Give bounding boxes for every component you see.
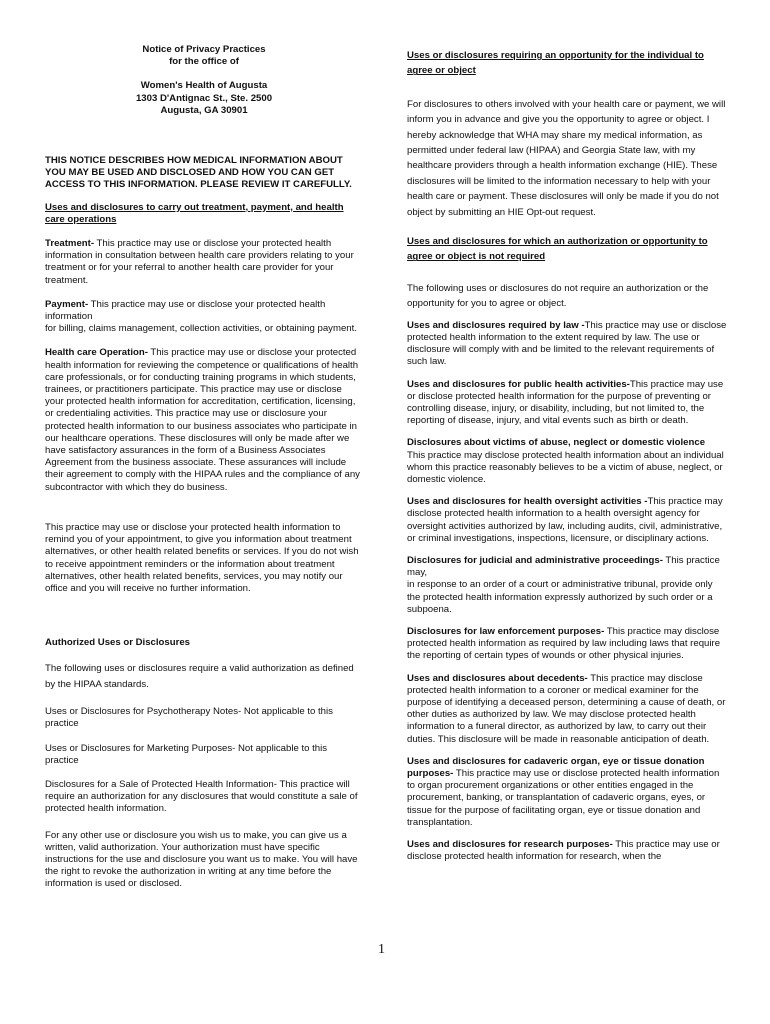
payment-paragraph <box>45 299 363 323</box>
judicial-label: Disclosures for judicial and administrative proceedings- <box>407 554 663 566</box>
document-header <box>45 44 363 117</box>
judicial-text-2: in response to an order of a court or administrative tribunal, provide only the protected health information expressly authorized by such order or a subpoena. <box>407 579 713 615</box>
payment-text-1: This practice may use or disclose your protected health information <box>45 298 326 323</box>
section-heading-tpo: Uses and disclosures to carry out treatment, payment, and health care operations <box>45 201 344 225</box>
law-enforcement-label: Disclosures for law enforcement purposes- <box>407 625 605 637</box>
required-by-law-paragraph <box>407 320 727 369</box>
organ-donation-paragraph <box>407 756 727 829</box>
public-health-paragraph <box>407 379 727 428</box>
oversight-label: Uses and disclosures for health oversight activities - <box>407 496 648 508</box>
research-text: This practice may use or disclose protected health information for research, when the <box>407 839 720 863</box>
treatment-paragraph <box>45 238 363 287</box>
page-number: 1 <box>378 942 385 957</box>
judicial-text-1: This practice may, <box>407 554 720 579</box>
decedents-paragraph <box>407 673 727 746</box>
sale-paragraph: Disclosures for a Sale of Protected Health Information- This practice will require an authorization for any disclosures that would constitute a sale of protected health information. <box>45 778 358 815</box>
section-heading-no-authorization: Uses and disclosures for which an authorization or opportunity to agree or object is not required <box>407 236 708 263</box>
required-by-law-label: Uses and disclosures required by law - <box>407 319 585 331</box>
right-column <box>407 48 727 863</box>
abuse-paragraph <box>407 437 727 486</box>
treatment-label: Treatment- <box>45 238 95 250</box>
header-title: Notice of Privacy Practices <box>142 44 266 55</box>
oversight-paragraph <box>407 496 727 545</box>
law-enforcement-paragraph <box>407 626 727 663</box>
decedents-label: Uses and disclosures about decedents- <box>407 672 588 684</box>
decedents-text: This practice may disclose protected health information to a coroner or medical examiner for the purpose of identifying a deceased person, determining a cause of death, or other duties as authorized by law. We may disclose protected health information to a funeral director, as authorized by law, to carry out their duties. This disclosure will be made in reasonable anticipation of death. <box>407 672 726 745</box>
research-paragraph <box>407 839 727 863</box>
practice-address-line2: Augusta, GA 30901 <box>160 104 248 116</box>
section-heading-authorized: Authorized Uses or Disclosures <box>45 637 191 649</box>
oversight-text: This practice may disclose protected health information to a health oversight agency for oversight activities authorized by law, including audits, civil, administrative, or criminal investigations, inspections, licensure, or disciplinary actions. <box>407 496 723 544</box>
hco-paragraph <box>45 347 363 493</box>
header-subtitle: for the office of <box>169 56 239 68</box>
payment-text-2: for billing, claims management, collection activities, or obtaining payment. <box>45 323 357 335</box>
organ-donation-text: This practice may use or disclose protected health information to organ procurement organizations or other entities engaged in the procurement, banking, or transplantation of cadaveric organs, eyes, or tissue for the purpose of facilitating organ, eye or tissue donation and transplantation. <box>407 767 720 828</box>
section-heading-opportunity: Uses or disclosures requiring an opportunity for the individual to agree or object <box>407 50 704 77</box>
judicial-paragraph <box>407 555 727 579</box>
authorized-intro: The following uses or disclosures require a valid authorization as defined by the HIPAA standards. <box>45 663 354 690</box>
research-label: Uses and disclosures for research purposes- <box>407 839 613 850</box>
organ-donation-label: Uses and disclosures for cadaveric organ, eye or tissue donation purposes- <box>407 755 705 779</box>
treatment-text: This practice may use or disclose your protected health information in consultation between health care providers relating to your treatment or for your referral to another health care provider for your treatment. <box>45 238 354 286</box>
hco-text: This practice may use or disclose your protected health information for reviewing the competence or qualifications of health care professionals, or for conducting training programs in which students, trainees, or practitioners participate. This practice may use or disclose your protected health information for accreditation, certification, licensing, or credentialing activities. This practice may use or disclosure your protected health information to our business associates who participate in our healthcare operations. These disclosures will only be made after we have satisfactory assurances in the form of a Business Associates Agreement from the business associate. These assurances will include their agreement to comply with the HIPAA rules and the compliance of any subcontractor with which they do business. <box>45 347 360 493</box>
required-by-law-text: This practice may use or disclose protected health information to the extent required by law. The use or disclosure will comply with and be limited to the relevant requirements of such law. <box>407 319 727 368</box>
left-column <box>45 44 363 891</box>
marketing-paragraph: Uses or Disclosures for Marketing Purposes- Not applicable to this practice <box>45 742 328 766</box>
law-enforcement-text: This practice may disclose protected health information as required by law including laws that require the reporting of certain types of wounds or other physical injuries. <box>407 625 721 662</box>
practice-address-line1: 1303 D'Antignac St., Ste. 2500 <box>135 92 273 104</box>
notice-statement: THIS NOTICE DESCRIBES HOW MEDICAL INFORMATION ABOUT YOU MAY BE USED AND DISCLOSED AND HOW YOU CAN GET ACCESS TO THIS INFORMATION. PLEASE REVIEW IT CAREFULLY. <box>45 155 352 191</box>
practice-name: Women's Health of Augusta <box>140 80 268 92</box>
public-health-text: This practice may use or disclose protected health information for the purpose of preventing or controlling disease, injury, or disability, including, but not limited to, the reporting of disease, injury, and vital events such as birth or death. <box>407 378 724 427</box>
reminders-paragraph: This practice may use or disclose your protected health information to remind you of your appointment, to give you information about treatment alternatives, or other health related benefits or services. If you do not wish to receive appointment reminders or the information about treatment alternatives, other health related benefits, services, you may notify our office and you will receive no further information. <box>45 521 359 594</box>
abuse-text: This practice may disclose protected health information about an individual whom this practice reasonably believes to be a victim of abuse, neglect, or domestic violence. <box>407 449 724 485</box>
other-uses-paragraph: For any other use or disclosure you wish us to make, you can give us a written, valid authorization. Your authorization must have specific instructions for the use and disclosure you want us to make. You will have the right to revoke the authorization in writing at any time before the information is used or disclosed. <box>45 829 358 890</box>
opportunity-paragraph: For disclosures to others involved with your health care or payment, we will inform you in advance and give you the opportunity to agree or object. I hereby acknowledge that WHA may share my medical information, as permitted under federal law (HIPAA) and Georgia State law, with my healthcare providers through a health information exchange (HIE). These disclosures will be limited to the information necessary to help with your health care or payment. These disclosures will only be made if you do not object by submitting an HIE Opt-out request. <box>407 98 726 218</box>
no-authorization-intro: The following uses or disclosures do not require an authorization or the opportunity for you to agree or object. <box>407 282 709 310</box>
psychotherapy-paragraph: Uses or Disclosures for Psychotherapy Notes- Not applicable to this practice <box>45 706 333 730</box>
public-health-label: Uses and disclosures for public health activities- <box>407 378 630 390</box>
hco-label: Health care Operation- <box>45 347 148 359</box>
payment-label: Payment- <box>45 298 89 310</box>
abuse-label: Disclosures about victims of abuse, neglect or domestic violence <box>407 437 706 449</box>
